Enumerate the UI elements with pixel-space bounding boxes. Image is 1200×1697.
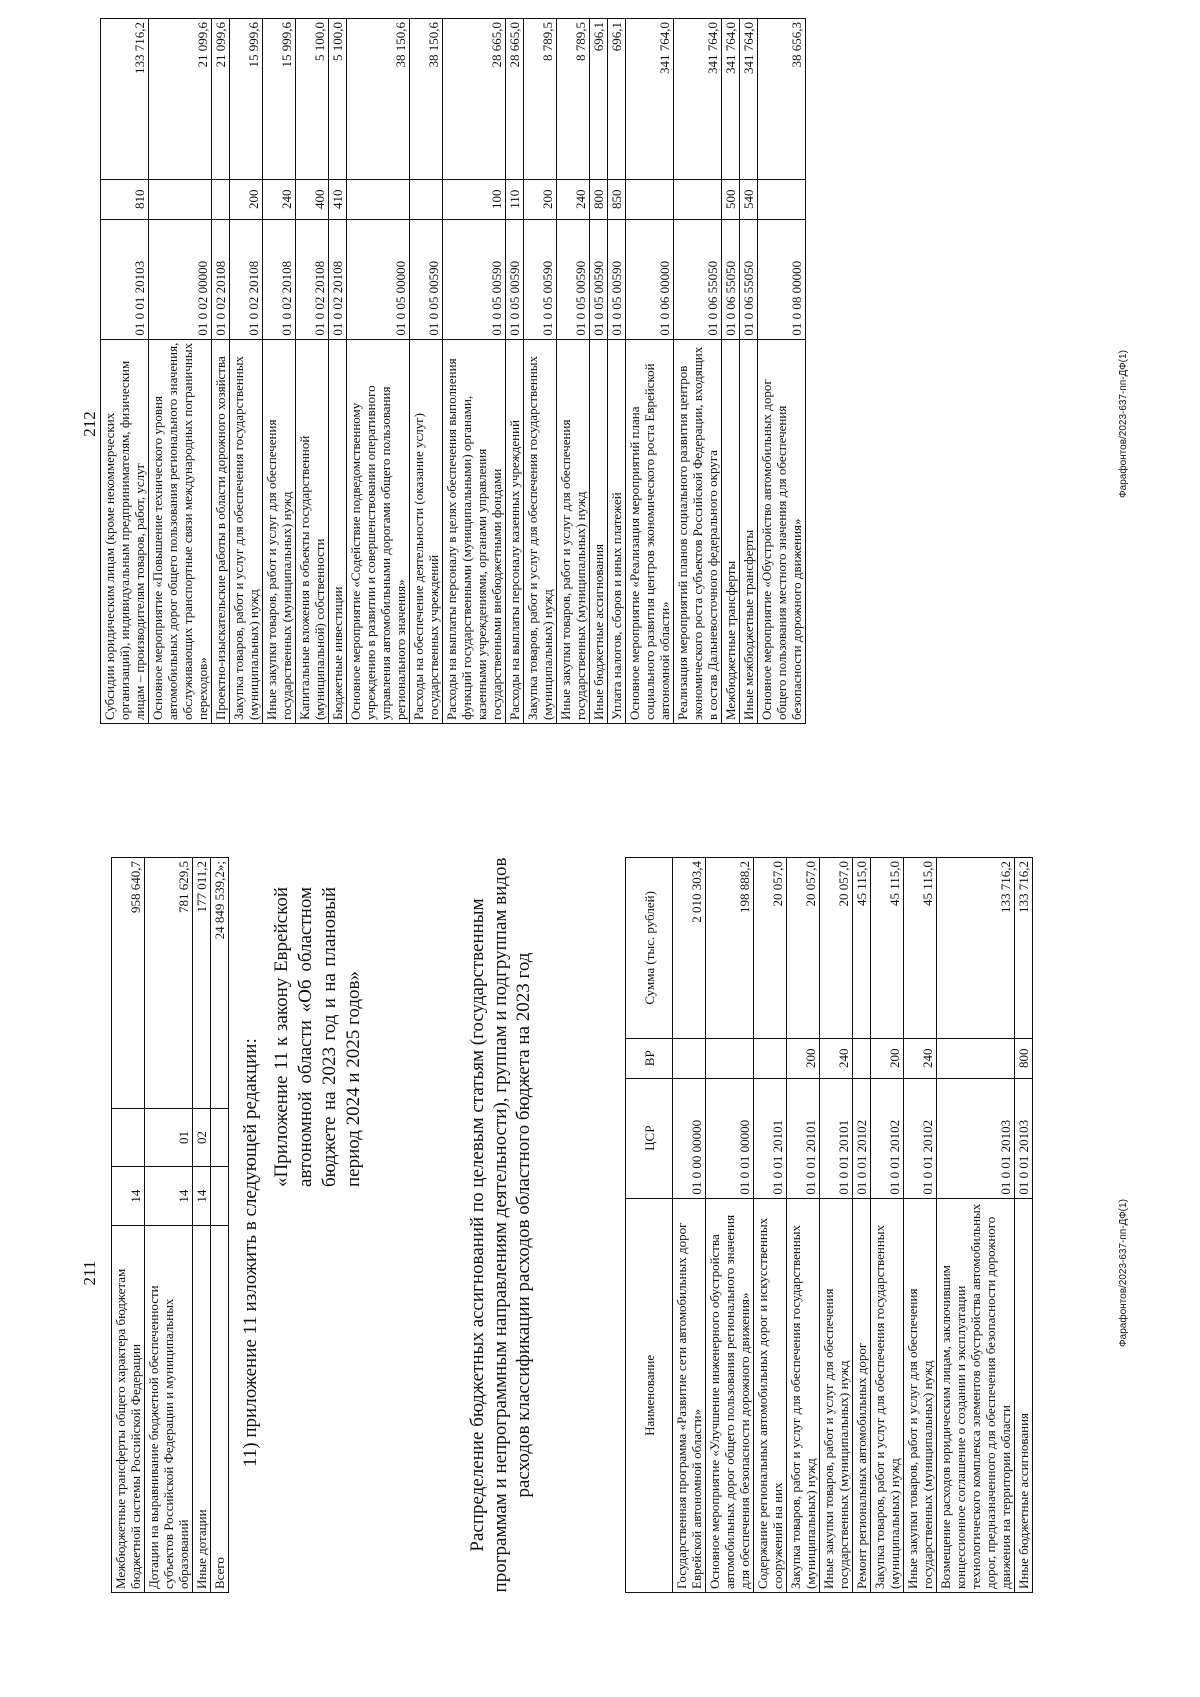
row-sum: 133 716,2 bbox=[101, 19, 149, 180]
row-csr: 01 0 01 20101 bbox=[754, 1078, 787, 1198]
row-sum: 45 115,0 bbox=[871, 858, 904, 1039]
row-sum: 21 099,6 bbox=[212, 19, 230, 180]
row-name: Иные дотации bbox=[193, 1226, 211, 1593]
table-row bbox=[347, 19, 410, 724]
row-name: Расходы на обеспечение деятельности (оказание услуг) государственных учреждений bbox=[410, 339, 443, 723]
row-name: Дотации на выравнивание бюджетной обеспеченности субъектов Российской Федерации и муниципальных образований bbox=[145, 1226, 193, 1593]
row-name: Расходы на выплаты персоналу казенных учреждений bbox=[506, 339, 524, 723]
row-subsection bbox=[211, 1108, 229, 1167]
row-csr: 01 0 02 20108 bbox=[263, 219, 296, 339]
row-vr: 200 bbox=[871, 1038, 904, 1078]
row-section: 14 bbox=[145, 1167, 193, 1226]
table-row bbox=[1015, 858, 1033, 1593]
row-csr: 01 0 05 00590 bbox=[608, 219, 626, 339]
row-sum: 20 057,0 bbox=[754, 858, 787, 1039]
page-number: 211 bbox=[80, 1260, 99, 1286]
row-vr: 240 bbox=[557, 179, 590, 219]
row-csr: 01 0 02 00000 bbox=[149, 219, 212, 339]
table-row bbox=[112, 858, 145, 1593]
row-vr bbox=[754, 1038, 787, 1078]
row-vr bbox=[758, 179, 806, 219]
row-csr: 01 0 08 00000 bbox=[758, 219, 806, 339]
row-vr: 100 bbox=[443, 179, 506, 219]
row-csr: 01 0 05 00590 bbox=[590, 219, 608, 339]
row-name: Основное мероприятие «Обустройство автомобильных дорог общего пользования местного значения для обеспечения безопасности дорожного движения» bbox=[758, 339, 806, 723]
table-row bbox=[443, 19, 506, 724]
table-row bbox=[101, 19, 149, 724]
table-row bbox=[149, 19, 212, 724]
table-row bbox=[557, 19, 590, 724]
table-row bbox=[212, 19, 230, 724]
table-row bbox=[211, 858, 229, 1593]
allocation-table bbox=[625, 857, 1033, 1593]
table-row bbox=[706, 858, 754, 1593]
row-vr bbox=[212, 179, 230, 219]
header-csr: ЦСР bbox=[626, 1078, 673, 1198]
table-row bbox=[590, 19, 608, 724]
table-row bbox=[230, 19, 263, 724]
row-vr: 810 bbox=[101, 179, 149, 219]
header-name: Наименование bbox=[626, 1198, 673, 1592]
row-vr: 240 bbox=[904, 1038, 937, 1078]
row-sum: 15 999,6 bbox=[263, 19, 296, 180]
row-vr bbox=[626, 179, 674, 219]
row-vr: 240 bbox=[263, 179, 296, 219]
table-row bbox=[193, 858, 211, 1593]
row-sum: 177 011,2 bbox=[193, 858, 211, 1109]
row-vr: 200 bbox=[524, 179, 557, 219]
row-section bbox=[211, 1167, 229, 1226]
row-csr: 01 0 05 00590 bbox=[443, 219, 506, 339]
row-vr bbox=[853, 1038, 871, 1078]
row-sum: 133 716,2 bbox=[937, 858, 1015, 1039]
row-sum: 958 640,7 bbox=[112, 858, 145, 1109]
table-row bbox=[787, 858, 820, 1593]
row-sum: 24 849 539,2»; bbox=[211, 858, 229, 1109]
row-name: Закупка товаров, работ и услуг для обеспечения государственных (муниципальных) нужд bbox=[230, 339, 263, 723]
row-sum: 28 665,0 bbox=[506, 19, 524, 180]
row-vr: 850 bbox=[608, 179, 626, 219]
row-csr: 01 0 01 20101 bbox=[820, 1078, 853, 1198]
row-sum: 38 656,3 bbox=[758, 19, 806, 180]
row-name: Иные закупки товаров, работ и услуг для обеспечения государственных (муниципальных) нужд bbox=[263, 339, 296, 723]
row-vr bbox=[673, 1038, 706, 1078]
table-row bbox=[674, 19, 722, 724]
page-211 bbox=[0, 849, 1200, 1697]
row-sum: 133 716,2 bbox=[1015, 858, 1033, 1039]
row-subsection bbox=[112, 1108, 145, 1167]
row-sum: 21 099,6 bbox=[149, 19, 212, 180]
previous-appendix-table-end bbox=[111, 857, 229, 1593]
row-csr: 01 0 02 20108 bbox=[230, 219, 263, 339]
row-sum: 45 115,0 bbox=[853, 858, 871, 1039]
row-sum: 28 665,0 bbox=[443, 19, 506, 180]
row-csr: 01 0 01 20102 bbox=[871, 1078, 904, 1198]
table-row bbox=[296, 19, 329, 724]
row-sum: 38 150,6 bbox=[410, 19, 443, 180]
row-vr bbox=[149, 179, 212, 219]
document-code: Фарафонтов/2023-637-пп-ДФ(1) bbox=[1118, 1199, 1129, 1347]
row-name: Иные бюджетные ассигнования bbox=[590, 339, 608, 723]
row-vr bbox=[674, 179, 722, 219]
header-sum: Сумма (тыс. рублей) bbox=[626, 858, 673, 1039]
row-name: Расходы на выплаты персоналу в целях обеспечения выполнения функций государственными (муниципальными) органами, казенными учреждениями, органами управления государственными внебюджетными фондами bbox=[443, 339, 506, 723]
row-name: Основное мероприятие «Содействие подведомственному учреждению в развитии и совершенствовании оперативного управления автомобильными дорогами общего пользования регионального значения» bbox=[347, 339, 410, 723]
row-csr: 01 0 01 20102 bbox=[904, 1078, 937, 1198]
row-name: Возмещение расходов юридическим лицам, заключившим концессионное соглашение о создании и эксплуатации технологического комплекса элементов обустройства автомобильных дорог, предназначенного для обеспечения безопасности дорожного движения на территории области bbox=[937, 1198, 1015, 1592]
document-code: Фарафонтов/2023-637-пп-ДФ(1) bbox=[1118, 350, 1129, 498]
row-name: Субсидии юридическим лицам (кроме некоммерческих организаций), индивидуальным предпринимателям, физическим лицам – производителям товаров, работ, услуг bbox=[101, 339, 149, 723]
row-name: Иные закупки товаров, работ и услуг для обеспечения государственных (муниципальных) нужд bbox=[557, 339, 590, 723]
row-name: Ремонт региональных автомобильных дорог bbox=[853, 1198, 871, 1592]
row-csr: 01 0 05 00590 bbox=[410, 219, 443, 339]
row-subsection: 01 bbox=[145, 1108, 193, 1167]
row-vr: 500 bbox=[722, 179, 740, 219]
row-csr: 01 0 01 00000 bbox=[706, 1078, 754, 1198]
row-name: Содержание региональных автомобильных дорог и искусственных сооружений на них bbox=[754, 1198, 787, 1592]
table-row bbox=[673, 858, 706, 1593]
row-csr: 01 0 02 20108 bbox=[329, 219, 347, 339]
row-csr: 01 0 05 00590 bbox=[557, 219, 590, 339]
row-csr: 01 0 06 55050 bbox=[674, 219, 722, 339]
row-name: Бюджетные инвестиции bbox=[329, 339, 347, 723]
row-sum: 45 115,0 bbox=[904, 858, 937, 1039]
row-csr: 01 0 01 20102 bbox=[853, 1078, 871, 1198]
table-row bbox=[524, 19, 557, 724]
header-vr: ВР bbox=[626, 1038, 673, 1078]
row-vr: 800 bbox=[590, 179, 608, 219]
row-name: Реализация мероприятий планов социального развития центров экономического роста субъектов Российской Федерации, входящих в состав Дальневосточного федерального округа bbox=[674, 339, 722, 723]
row-vr: 410 bbox=[329, 179, 347, 219]
appendix-reference: «Приложение 11 к закону Еврейской автономной области «Об областном бюджете на 2023 год и на плановый период 2024 и 2025 годов» bbox=[271, 887, 364, 1187]
row-name: Закупка товаров, работ и услуг для обеспечения государственных (муниципальных) нужд bbox=[524, 339, 557, 723]
table-row bbox=[853, 858, 871, 1593]
table-row bbox=[904, 858, 937, 1593]
row-csr: 01 0 05 00000 bbox=[347, 219, 410, 339]
table-row bbox=[820, 858, 853, 1593]
table-row bbox=[754, 858, 787, 1593]
row-sum: 15 999,6 bbox=[230, 19, 263, 180]
row-csr: 01 0 06 55050 bbox=[722, 219, 740, 339]
row-csr: 01 0 02 20108 bbox=[212, 219, 230, 339]
table-row bbox=[506, 19, 524, 724]
row-name: Иные закупки товаров, работ и услуг для обеспечения государственных (муниципальных) нужд bbox=[904, 1198, 937, 1592]
row-csr: 01 0 02 20108 bbox=[296, 219, 329, 339]
row-sum: 341 764,0 bbox=[626, 19, 674, 180]
row-name: Капитальные вложения в объекты государственной (муниципальной) собственности bbox=[296, 339, 329, 723]
row-vr: 110 bbox=[506, 179, 524, 219]
row-sum: 341 764,0 bbox=[740, 19, 758, 180]
table-row bbox=[740, 19, 758, 724]
table-row bbox=[410, 19, 443, 724]
row-sum: 8 789,5 bbox=[524, 19, 557, 180]
row-csr: 01 0 00 00000 bbox=[673, 1078, 706, 1198]
row-vr bbox=[347, 179, 410, 219]
row-vr: 200 bbox=[230, 179, 263, 219]
row-sum: 341 764,0 bbox=[674, 19, 722, 180]
table-row bbox=[758, 19, 806, 724]
row-sum: 8 789,5 bbox=[557, 19, 590, 180]
row-csr: 01 0 01 20101 bbox=[787, 1078, 820, 1198]
row-name: Закупка товаров, работ и услуг для обеспечения государственных (муниципальных) нужд bbox=[871, 1198, 904, 1592]
table-header-row bbox=[626, 858, 673, 1593]
row-vr: 200 bbox=[787, 1038, 820, 1078]
row-csr: 01 0 06 00000 bbox=[626, 219, 674, 339]
row-sum: 38 150,6 bbox=[347, 19, 410, 180]
row-sum: 2 010 303,4 bbox=[673, 858, 706, 1039]
row-section: 14 bbox=[193, 1167, 211, 1226]
row-csr: 01 0 01 20103 bbox=[101, 219, 149, 339]
row-name: Всего bbox=[211, 1226, 229, 1593]
row-name: Основное мероприятие «Реализация мероприятий плана социального развития центров экономического роста Еврейской автономной области» bbox=[626, 339, 674, 723]
table-row bbox=[871, 858, 904, 1593]
row-sum: 341 764,0 bbox=[722, 19, 740, 180]
allocation-table-continued bbox=[100, 18, 806, 724]
row-name: Уплата налогов, сборов и иных платежей bbox=[608, 339, 626, 723]
page-212 bbox=[0, 0, 1200, 848]
page-number: 212 bbox=[80, 411, 99, 437]
row-name: Проектно-изыскательские работы в области дорожного хозяйства bbox=[212, 339, 230, 723]
row-csr: 01 0 05 00590 bbox=[524, 219, 557, 339]
row-name: Основное мероприятие «Повышение технического уровня автомобильных дорог общего пользования регионального значения, обслуживающих транспортные связи международных пограничных переходов» bbox=[149, 339, 212, 723]
table-row bbox=[145, 858, 193, 1593]
table-row bbox=[608, 19, 626, 724]
row-sum: 696,1 bbox=[590, 19, 608, 180]
row-vr bbox=[706, 1038, 754, 1078]
table-row bbox=[263, 19, 296, 724]
row-name: Межбюджетные трансферты общего характера бюджетам бюджетной системы Российской Федерации bbox=[112, 1226, 145, 1593]
row-sum: 20 057,0 bbox=[787, 858, 820, 1039]
row-vr: 400 bbox=[296, 179, 329, 219]
row-name: Государственная программа «Развитие сети автомобильных дорог Еврейской автономной области» bbox=[673, 1198, 706, 1592]
table-row bbox=[937, 858, 1015, 1593]
row-sum: 781 629,5 bbox=[145, 858, 193, 1109]
row-csr: 01 0 06 55050 bbox=[740, 219, 758, 339]
row-sum: 5 100,0 bbox=[296, 19, 329, 180]
row-csr: 01 0 01 20103 bbox=[937, 1078, 1015, 1198]
row-name: Иные закупки товаров, работ и услуг для обеспечения государственных (муниципальных) нужд bbox=[820, 1198, 853, 1592]
table-row bbox=[329, 19, 347, 724]
row-name: Иные межбюджетные трансферты bbox=[740, 339, 758, 723]
row-vr: 800 bbox=[1015, 1038, 1033, 1078]
row-csr: 01 0 01 20103 bbox=[1015, 1078, 1033, 1198]
row-vr: 540 bbox=[740, 179, 758, 219]
row-vr: 240 bbox=[820, 1038, 853, 1078]
table-row bbox=[722, 19, 740, 724]
row-subsection: 02 bbox=[193, 1108, 211, 1167]
row-name: Межбюджетные трансферты bbox=[722, 339, 740, 723]
row-name: Иные бюджетные ассигнования bbox=[1015, 1198, 1033, 1592]
row-sum: 696,1 bbox=[608, 19, 626, 180]
row-vr bbox=[937, 1038, 1015, 1078]
row-sum: 20 057,0 bbox=[820, 858, 853, 1039]
row-vr bbox=[410, 179, 443, 219]
row-name: Основное мероприятие «Улучшение инженерного обустройства автомобильных дорог общего пользования регионального значения для обеспечения безопасности дорожного движения» bbox=[706, 1198, 754, 1592]
row-section: 14 bbox=[112, 1167, 145, 1226]
row-sum: 5 100,0 bbox=[329, 19, 347, 180]
table-heading: Распределение бюджетных ассигнований по целевым статьям (государственным программам и непрограммным направлениям деятельности), группам и подгруппам видов расходов классификации расходов областного бюджета на 2023 год bbox=[467, 857, 534, 1593]
amendment-text: 11) приложение 11 изложить в следующей редакции: bbox=[240, 1038, 261, 1467]
row-name: Закупка товаров, работ и услуг для обеспечения государственных (муниципальных) нужд bbox=[787, 1198, 820, 1592]
table-row bbox=[626, 19, 674, 724]
row-csr: 01 0 05 00590 bbox=[506, 219, 524, 339]
row-sum: 198 888,2 bbox=[706, 858, 754, 1039]
